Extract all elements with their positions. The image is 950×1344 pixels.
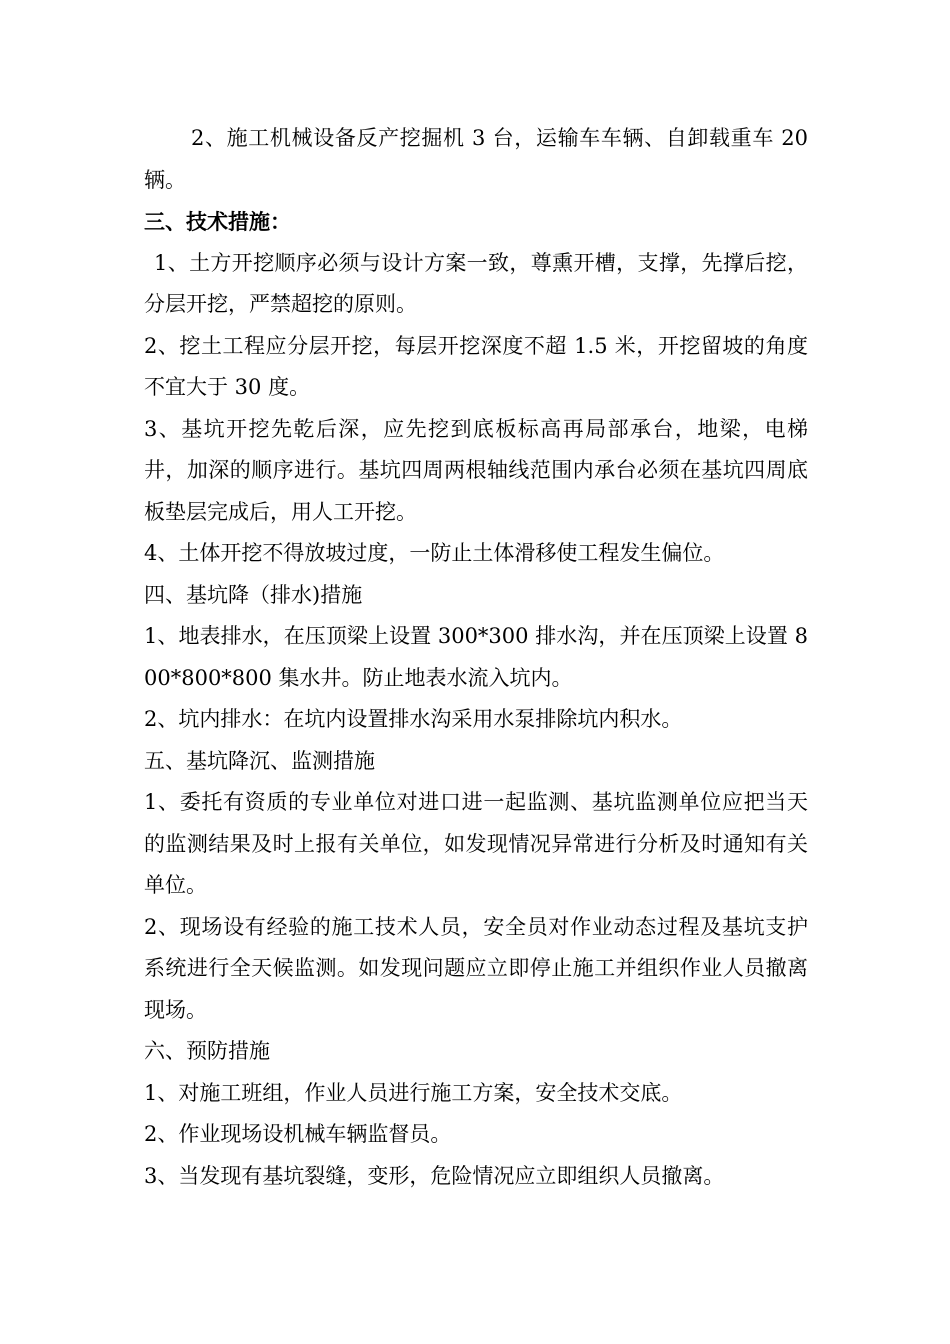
paragraph-emergency-evacuation: 3、当发现有基坑裂缝，变形，危险情况应立即组织人员撤离。 [144, 1163, 725, 1188]
paragraph-layered-excavation: 2、挖土工程应分层开挖，每层开挖深度不超 1.5 米，开挖留坡的角度不宜大于 30 度。 [144, 333, 808, 399]
paragraph-onsite-monitoring: 2、现场设有经验的施工技术人员，安全员对作业动态过程及基坑支护系统进行全天候监测。如发现问题应立即停止施工并组织作业人员撤离现场。 [144, 914, 808, 1022]
heading-drainage-measures: 四、基坑降（排水)措施 [144, 582, 363, 607]
paragraph-machinery: 2、施工机械设备反产挖掘机 3 台，运输车车辆、自卸载重车 20 辆。 [144, 126, 808, 192]
paragraph-surface-drainage: 1、地表排水，在压顶梁上设置 300*300 排水沟，并在压顶梁上设置 800*800*800 集水井。防止地表水流入坑内。 [144, 624, 808, 690]
heading-technical-measures: 三、技术措施： [144, 209, 291, 234]
heading-monitoring-measures: 五、基坑降沉、监测措施 [144, 748, 375, 773]
paragraph-vehicle-supervisor: 2、作业现场设机械车辆监督员。 [144, 1122, 452, 1146]
paragraph-pit-sequence: 3、基坑开挖先乾后深，应先挖到底板标高再局部承台，地梁，电梯井，加深的顺序进行。基坑四周两根轴线范围内承台必须在基坑四周底板垫层完成后，用人工开挖。 [144, 416, 808, 524]
paragraph-pit-drainage: 2、坑内排水：在坑内设置排水沟采用水泵排除坑内积水。 [144, 707, 683, 731]
document-body [144, 118, 808, 1197]
paragraph-slope-control: 4、土体开挖不得放坡过度，一防止土体滑移使工程发生偏位。 [144, 541, 725, 565]
heading-prevention-measures: 六、预防措施 [144, 1039, 270, 1063]
paragraph-safety-briefing: 1、对施工班组，作业人员进行施工方案，安全技术交底。 [144, 1080, 683, 1105]
paragraph-third-party-monitoring: 1、委托有资质的专业单位对进口进一起监测、基坑监测单位应把当天的监测结果及时上报有关单位，如发现情况异常进行分析及时通知有关单位。 [144, 790, 808, 897]
paragraph-excavation-order: 1、土方开挖顺序必须与设计方案一致，尊熏开槽，支撑，先撑后挖，分层开挖，严禁超挖的原则。 [144, 250, 808, 316]
